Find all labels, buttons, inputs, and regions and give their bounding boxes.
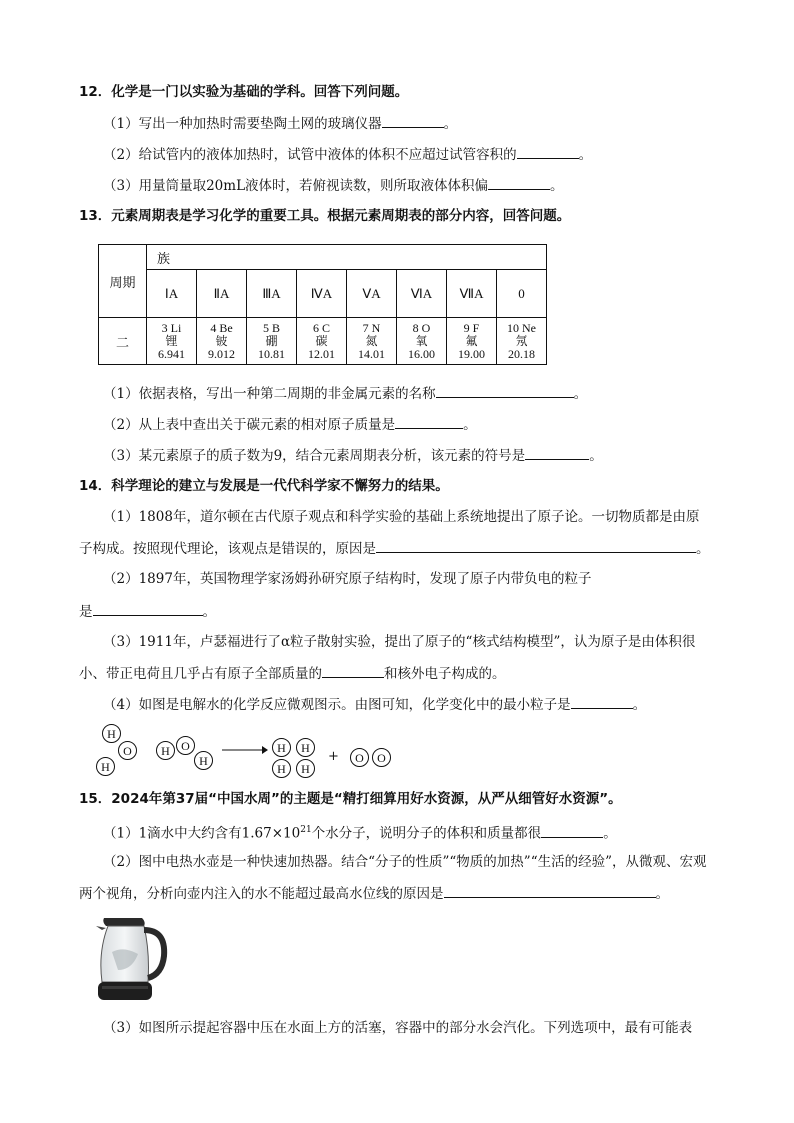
period-mark: 。 bbox=[443, 116, 458, 132]
electric-kettle-image bbox=[92, 912, 176, 1004]
q14-sub3-b bbox=[79, 664, 506, 683]
atomic-mass: 9.012 bbox=[208, 346, 235, 361]
element-name: 氖 bbox=[515, 333, 528, 348]
atomic-mass: 20.18 bbox=[508, 346, 535, 361]
period-mark: 。 bbox=[696, 541, 710, 557]
q14-sub1-b-text: 子构成。按照现代理论，该观点是错误的，原因是 bbox=[79, 541, 376, 557]
period-label: 二 bbox=[99, 318, 147, 365]
answer-blank[interactable] bbox=[322, 664, 384, 678]
period-mark: 。 bbox=[578, 147, 593, 163]
q14-sub4-text: （4）如图是电解水的化学反应微观图示。由图可知，化学变化中的最小粒子是 bbox=[103, 697, 571, 713]
oxygen-atom: O bbox=[176, 736, 195, 755]
element-symbol: B bbox=[271, 320, 280, 335]
q15-sub3: （3）如图所示提起容器中压在水面上方的活塞，容器中的部分水会汽化。下列选项中，最有可能表 bbox=[103, 1020, 693, 1036]
q15-sub1-post: 个水分子，说明分子的体积和质量都很 bbox=[311, 825, 542, 842]
period-mark: 。 bbox=[550, 178, 564, 194]
element-cell bbox=[347, 318, 397, 365]
q12-sub3-text: （3）用量筒量取20mL液体时，若俯视读数，则所取液体体积偏 bbox=[103, 178, 489, 194]
q14-sub2-a: （2）1897年，英国物理学家汤姆孙研究原子结构时，发现了原子内带负电的粒子 bbox=[103, 571, 592, 587]
atomic-number: 6 bbox=[312, 320, 319, 335]
element-name: 氟 bbox=[465, 333, 478, 348]
answer-blank[interactable] bbox=[525, 446, 589, 460]
group-cell: ⅢA bbox=[247, 270, 297, 318]
hydrogen-atom: H bbox=[272, 759, 291, 778]
answer-blank[interactable] bbox=[541, 824, 603, 838]
q13-sub2-text: （2）从上表中查出关于碳元素的相对原子质量是 bbox=[103, 417, 396, 433]
q14-sub1-b bbox=[79, 539, 710, 558]
hydrogen-atom: H bbox=[272, 738, 291, 757]
answer-blank[interactable] bbox=[488, 176, 550, 190]
oxygen-atom: O bbox=[118, 741, 137, 760]
hydrogen-atom: H bbox=[96, 757, 115, 776]
group-cell: ⅡA bbox=[197, 270, 247, 318]
element-cell bbox=[297, 318, 347, 365]
q15-sub2-a: （2）图中电热水壶是一种快速加热器。结合“分子的性质”“物质的加热”“生活的经验”，从微观、宏观 bbox=[103, 854, 707, 870]
q12-sub2-text: （2）给试管内的液体加热时，试管中液体的体积不应超过试管容积的 bbox=[103, 147, 517, 163]
period-mark: 。 bbox=[655, 886, 669, 902]
atomic-number: 8 bbox=[412, 320, 419, 335]
hydrogen-atom: H bbox=[296, 759, 315, 778]
q14-sub3-b-text: 小、带正电荷且几乎占有原子全部质量的 bbox=[79, 666, 322, 682]
atomic-number: 5 bbox=[262, 320, 269, 335]
q13-sub1 bbox=[103, 384, 587, 403]
q14-sub1-a: （1）1808年，道尔顿在古代原子观点和科学实验的基础上系统地提出了原子论。一切物质都是由原 bbox=[103, 509, 700, 525]
atomic-mass: 14.01 bbox=[358, 346, 385, 361]
periodic-table bbox=[98, 244, 547, 365]
group-header: 族 bbox=[147, 245, 547, 270]
answer-blank[interactable] bbox=[436, 384, 574, 398]
group-cell: ⅥA bbox=[397, 270, 447, 318]
element-name: 碳 bbox=[315, 333, 328, 348]
group-cell: ⅤA bbox=[347, 270, 397, 318]
atomic-number: 9 bbox=[463, 320, 470, 335]
q14-sub4 bbox=[103, 695, 646, 714]
atomic-mass: 16.00 bbox=[408, 346, 435, 361]
q15-title: 15．2024年第37届“中国水周”的主题是“精打细算用好水资源，从严从细管好水资源”。 bbox=[79, 791, 622, 807]
answer-blank[interactable] bbox=[93, 602, 203, 616]
element-symbol: Ne bbox=[522, 320, 536, 335]
q14-sub3-a: （3）1911年，卢瑟福进行了α粒子散射实验，提出了原子的“核式结构模型”，认为原子是由体积很 bbox=[103, 634, 696, 650]
answer-blank[interactable] bbox=[517, 145, 579, 159]
hydrogen-atom: H bbox=[102, 724, 121, 743]
element-name: 氧 bbox=[415, 333, 428, 348]
group-cell: ⅦA bbox=[447, 270, 497, 318]
period-mark: 。 bbox=[603, 825, 617, 842]
element-name: 硼 bbox=[265, 333, 278, 348]
element-symbol: C bbox=[321, 320, 330, 335]
element-name: 锂 bbox=[165, 333, 178, 348]
q15-sub2-b bbox=[79, 884, 669, 903]
period-mark: 。 bbox=[589, 448, 603, 464]
q12-sub2 bbox=[103, 145, 592, 164]
atomic-mass: 19.00 bbox=[458, 346, 485, 361]
answer-blank[interactable] bbox=[444, 884, 656, 898]
oxygen-atom: O bbox=[350, 748, 369, 767]
q15-sub1-pre: （1）1滴水中大约含有1.67×10 bbox=[103, 825, 301, 842]
period-header: 周期 bbox=[99, 245, 147, 318]
q14-sub2-b-text: 是 bbox=[79, 604, 93, 620]
answer-blank[interactable] bbox=[382, 114, 444, 128]
exponent: 21 bbox=[300, 825, 312, 835]
group-cell: ⅣA bbox=[297, 270, 347, 318]
q12-sub1 bbox=[103, 114, 457, 133]
atomic-mass: 12.01 bbox=[308, 346, 335, 361]
element-cell bbox=[197, 318, 247, 365]
q12-title: 12．化学是一门以实验为基础的学科。回答下列问题。 bbox=[79, 84, 409, 100]
q13-sub3 bbox=[103, 446, 603, 465]
atomic-mass: 6.941 bbox=[158, 346, 185, 361]
element-cell bbox=[247, 318, 297, 365]
answer-blank[interactable] bbox=[571, 695, 633, 709]
reaction-arrow-icon bbox=[222, 745, 268, 755]
element-symbol: Be bbox=[219, 320, 233, 335]
period-mark: 。 bbox=[573, 386, 588, 402]
atomic-number: 4 bbox=[210, 320, 217, 335]
q14-sub3-c-text: 和核外电子构成的。 bbox=[384, 666, 506, 682]
element-cell bbox=[397, 318, 447, 365]
q13-sub2 bbox=[103, 415, 477, 434]
hydrogen-atom: H bbox=[194, 751, 213, 770]
atomic-mass: 10.81 bbox=[258, 346, 285, 361]
element-cell bbox=[147, 318, 197, 365]
element-row bbox=[99, 318, 547, 365]
q13-sub3-text: （3）某元素原子的质子数为9，结合元素周期表分析，该元素的符号是 bbox=[103, 448, 526, 464]
element-name: 铍 bbox=[215, 333, 228, 348]
group-row bbox=[99, 270, 547, 318]
element-name: 氮 bbox=[365, 333, 378, 348]
element-symbol: Li bbox=[170, 320, 182, 335]
atomic-number: 10 bbox=[507, 320, 519, 335]
element-cell bbox=[497, 318, 547, 365]
answer-blank[interactable] bbox=[376, 539, 696, 553]
q14-title: 14．科学理论的建立与发展是一代代科学家不懈努力的结果。 bbox=[79, 478, 449, 494]
q15-sub1 bbox=[103, 821, 617, 843]
plus-sign: + bbox=[328, 749, 339, 764]
q12-sub3 bbox=[103, 176, 564, 195]
q15-sub2-b-text: 两个视角，分析向壶内注入的水不能超过最高水位线的原因是 bbox=[79, 886, 444, 902]
element-cell bbox=[447, 318, 497, 365]
group-cell: 0 bbox=[497, 270, 547, 318]
atomic-number: 7 bbox=[362, 320, 369, 335]
period-mark: 。 bbox=[463, 417, 477, 433]
q13-title: 13．元素周期表是学习化学的重要工具。根据元素周期表的部分内容，回答问题。 bbox=[79, 208, 571, 224]
oxygen-atom: O bbox=[372, 748, 391, 767]
element-symbol: N bbox=[371, 320, 381, 335]
atomic-number: 3 bbox=[161, 320, 168, 335]
period-mark: 。 bbox=[632, 697, 647, 713]
answer-blank[interactable] bbox=[395, 415, 463, 429]
element-symbol: F bbox=[472, 320, 480, 335]
hydrogen-atom: H bbox=[156, 741, 175, 760]
period-mark: 。 bbox=[202, 604, 216, 620]
q14-sub2-b bbox=[79, 602, 216, 621]
group-cell: ⅠA bbox=[147, 270, 197, 318]
element-symbol: O bbox=[421, 320, 431, 335]
q12-sub1-text: （1）写出一种加热时需要垫陶土网的玻璃仪器 bbox=[103, 116, 382, 132]
hydrogen-atom: H bbox=[296, 738, 315, 757]
q13-sub1-text: （1）依据表格，写出一种第二周期的非金属元素的名称 bbox=[103, 386, 436, 402]
